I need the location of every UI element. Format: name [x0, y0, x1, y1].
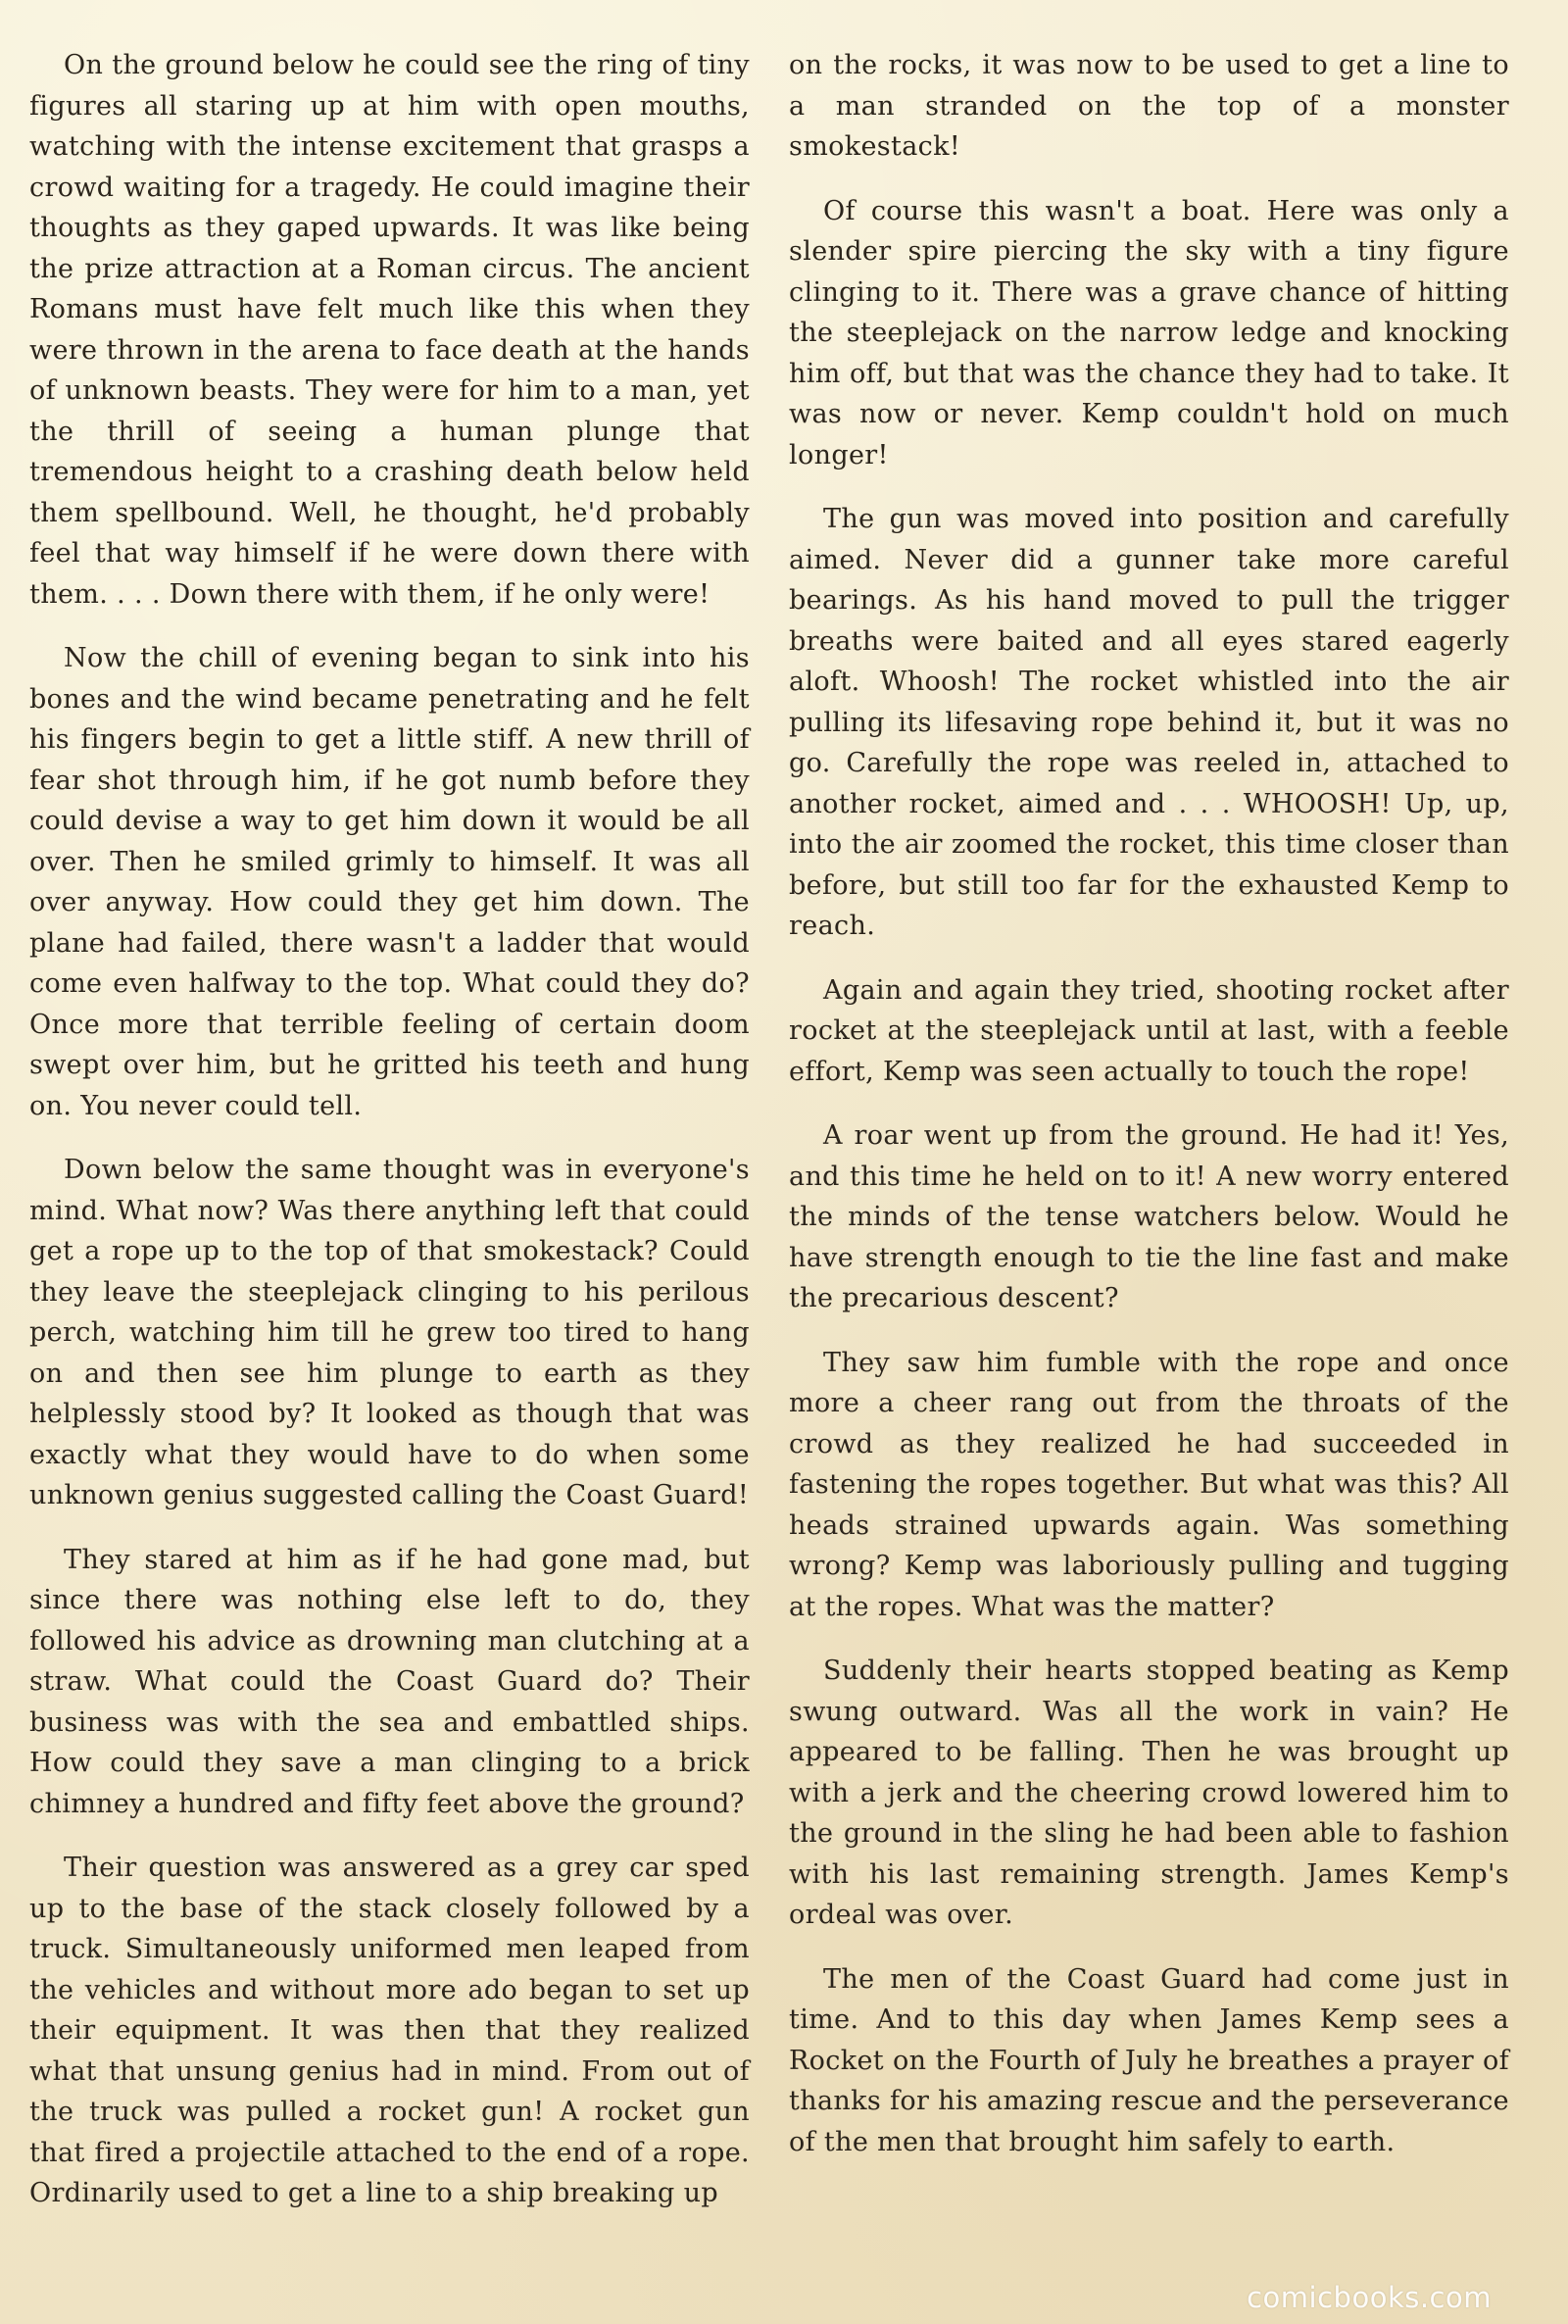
site-watermark: comicbooks.com	[1247, 2281, 1492, 2314]
right-text-column	[789, 45, 1509, 2186]
story-paragraph: Their question was answered as a grey car sped up to the base of the stack closely followed by a truck. Simultaneously uniformed men leaped from the vehicles and without more ado began to set up their equipment. It was then that they realized what that unsung genius had in mind. From out of the truck was pulled a rocket gun! A rocket gun that fired a projectile attached to the end of a rope. Ordinarily used to get a line to a ship breaking up	[29, 1853, 750, 2208]
story-paragraph: They saw him fumble with the rope and once more a cheer rang out from the throats of the crowd as they realized he had succeeded in fastening the ropes together. But what was this? All heads strained upwards again. Was something wrong? Kemp was laboriously pulling and tugging at the ropes. What was the matter?	[789, 1347, 1509, 1622]
story-paragraph: Suddenly their hearts stopped beating as Kemp swung outward. Was all the work in vain? He appeared to be falling. Then he was brought up with a jerk and the cheering crowd lowered him to the ground in the sling he had been able to fashion with his last remaining strength. James Kemp's ordeal was over.	[789, 1656, 1509, 1930]
story-paragraph: The gun was moved into position and carefully aimed. Never did a gunner take more careful bearings. As his hand moved to pull the trigger breaths were baited and all eyes stared eagerly aloft. Whoosh! The rocket whistled into the air pulling its lifesaving rope behind it, but it was no go. Carefully the rope was reeled in, attached to another rocket, aimed and . . . WHOOSH! Up, up, into the air zoomed the rocket, this time closer than before, but still too far for the exhausted Kemp to reach.	[789, 504, 1509, 941]
story-paragraph: Now the chill of evening began to sink into his bones and the wind became penetrating and he felt his fingers begin to get a little stiff. A new thrill of fear shot through him, if he got numb before they could devise a way to get him down it would be all over. Then he smiled grimly to himself. It was all over anyway. How could they get him down. The plane had failed, there wasn't a ladder that would come even halfway to the top. What could they do? Once more that terrible feeling of certain doom swept over him, but he gritted his teeth and hung on. You never could tell.	[29, 643, 750, 1121]
left-text-column	[29, 45, 750, 2238]
story-paragraph: A roar went up from the ground. He had it! Yes, and this time he held on to it! A new worry entered the minds of the tense watchers below. Would he have strength enough to tie the line fast and make the precarious descent?	[789, 1120, 1509, 1313]
story-paragraph: Again and again they tried, shooting rocket after rocket at the steeplejack until at last, with a feeble effort, Kemp was seen actually to touch the rope!	[789, 974, 1509, 1087]
story-paragraph: on the rocks, it was now to be used to get a line to a man stranded on the top of a monster smokestack!	[789, 50, 1509, 162]
story-paragraph: Down below the same thought was in everyone's mind. What now? Was there anything left that could get a rope up to the top of that smokestack? Could they leave the steeplejack clinging to his perilous perch, watching him till he grew too tired to hang on and then see him plunge to earth as they helplessly stood by? It looked as though that was exactly what they would have to do when some unknown genius suggested calling the Coast Guard!	[29, 1155, 750, 1510]
story-paragraph: Of course this wasn't a boat. Here was only a slender spire piercing the sky with a tiny figure clinging to it. There was a grave chance of hitting the steeplejack on the narrow ledge and knocking him off, but that was the chance they had to take. It was now or never. Kemp couldn't hold on much longer!	[789, 195, 1509, 470]
story-paragraph: On the ground below he could see the ring of tiny figures all staring up at him with open mouths, watching with the intense excitement that grasps a crowd waiting for a tragedy. He could imagine their thoughts as they gaped upwards. It was like being the prize attraction at a Roman circus. The ancient Romans must have felt much like this when they were thrown in the arena to face death at the hands of unknown beasts. They were for him to a man, yet the thrill of seeing a human plunge that tremendous height to a crashing death below held them spellbound. Well, he thought, he'd probably feel that way himself if he were down there with them. . . . Down there with them, if he only were!	[29, 50, 750, 610]
story-paragraph: The men of the Coast Guard had come just in time. And to this day when James Kemp sees a Rocket on the Fourth of July he breathes a prayer of thanks for his amazing rescue and the perseverance of the men that brought him safely to earth.	[789, 1963, 1509, 2157]
story-paragraph: They stared at him as if he had gone mad, but since there was nothing else left to do, they followed his advice as drowning man clutching at a straw. What could the Coast Guard do? Their business was with the sea and embattled ships. How could they save a man clinging to a brick chimney a hundred and fifty feet above the ground?	[29, 1544, 750, 1819]
